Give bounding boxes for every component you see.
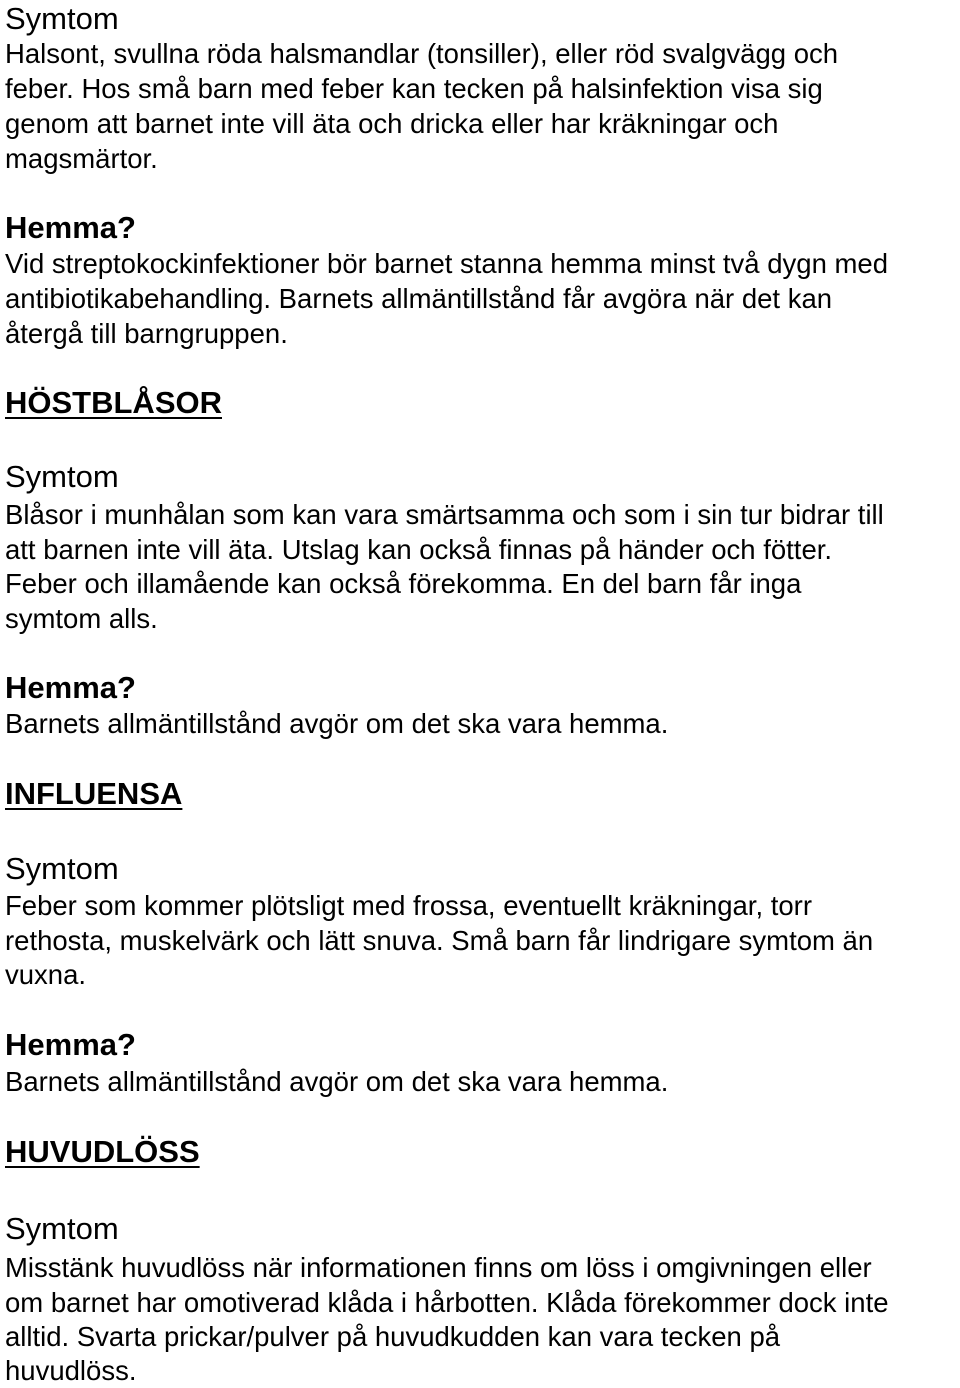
- symptom-text-line: vuxna.: [5, 959, 87, 990]
- home-text-line: Barnets allmäntillstånd avgör om det ska vara hemma.: [5, 708, 669, 739]
- home-text-line: Barnets allmäntillstånd avgör om det ska vara hemma.: [5, 1066, 669, 1097]
- symptom-heading: Symtom: [5, 459, 119, 494]
- symptom-text-line: rethosta, muskelvärk och lätt snuva. Små barn får lindrigare symtom än: [5, 925, 874, 956]
- section-title: INFLUENSA: [5, 776, 183, 811]
- symptom-heading: Symtom: [5, 851, 119, 886]
- symptom-text-line: Feber och illamående kan också förekomma. En del barn får inga: [5, 568, 802, 599]
- symptom-text-line: Halsont, svullna röda halsmandlar (tonsiller), eller röd svalgvägg och: [5, 38, 839, 69]
- symptom-heading: Symtom: [5, 1211, 119, 1246]
- home-text-line: Vid streptokockinfektioner bör barnet stanna hemma minst två dygn med: [5, 248, 889, 279]
- symptom-text-line: huvudlöss.: [5, 1355, 137, 1386]
- section-title: HÖSTBLÅSOR: [5, 385, 222, 420]
- home-heading: Hemma?: [5, 1027, 136, 1062]
- home-heading: Hemma?: [5, 210, 136, 245]
- symptom-text-line: Feber som kommer plötsligt med frossa, eventuellt kräkningar, torr: [5, 890, 812, 921]
- home-text-line: återgå till barngruppen.: [5, 318, 288, 349]
- symptom-text-line: genom att barnet inte vill äta och dricka eller har kräkningar och: [5, 108, 779, 139]
- home-heading: Hemma?: [5, 670, 136, 705]
- home-text-line: antibiotikabehandling. Barnets allmäntillstånd får avgöra när det kan: [5, 283, 833, 314]
- section-title: HUVUDLÖSS: [5, 1134, 200, 1169]
- symptom-text-line: om barnet har omotiverad klåda i hårbotten. Klåda förekommer dock inte: [5, 1287, 889, 1318]
- symptom-text-line: alltid. Svarta prickar/pulver på huvudkudden kan vara tecken på: [5, 1321, 781, 1352]
- symptom-text-line: Blåsor i munhålan som kan vara smärtsamma och som i sin tur bidrar till: [5, 499, 884, 530]
- symptom-text-line: symtom alls.: [5, 603, 158, 634]
- symptom-text-line: feber. Hos små barn med feber kan tecken på halsinfektion visa sig: [5, 73, 823, 104]
- symptom-text-line: att barnen inte vill äta. Utslag kan också finnas på händer och fötter.: [5, 534, 833, 565]
- symptom-heading: Symtom: [5, 1, 119, 36]
- symptom-text-line: Misstänk huvudlöss när informationen finns om löss i omgivningen eller: [5, 1252, 872, 1283]
- symptom-text-line: magsmärtor.: [5, 143, 158, 174]
